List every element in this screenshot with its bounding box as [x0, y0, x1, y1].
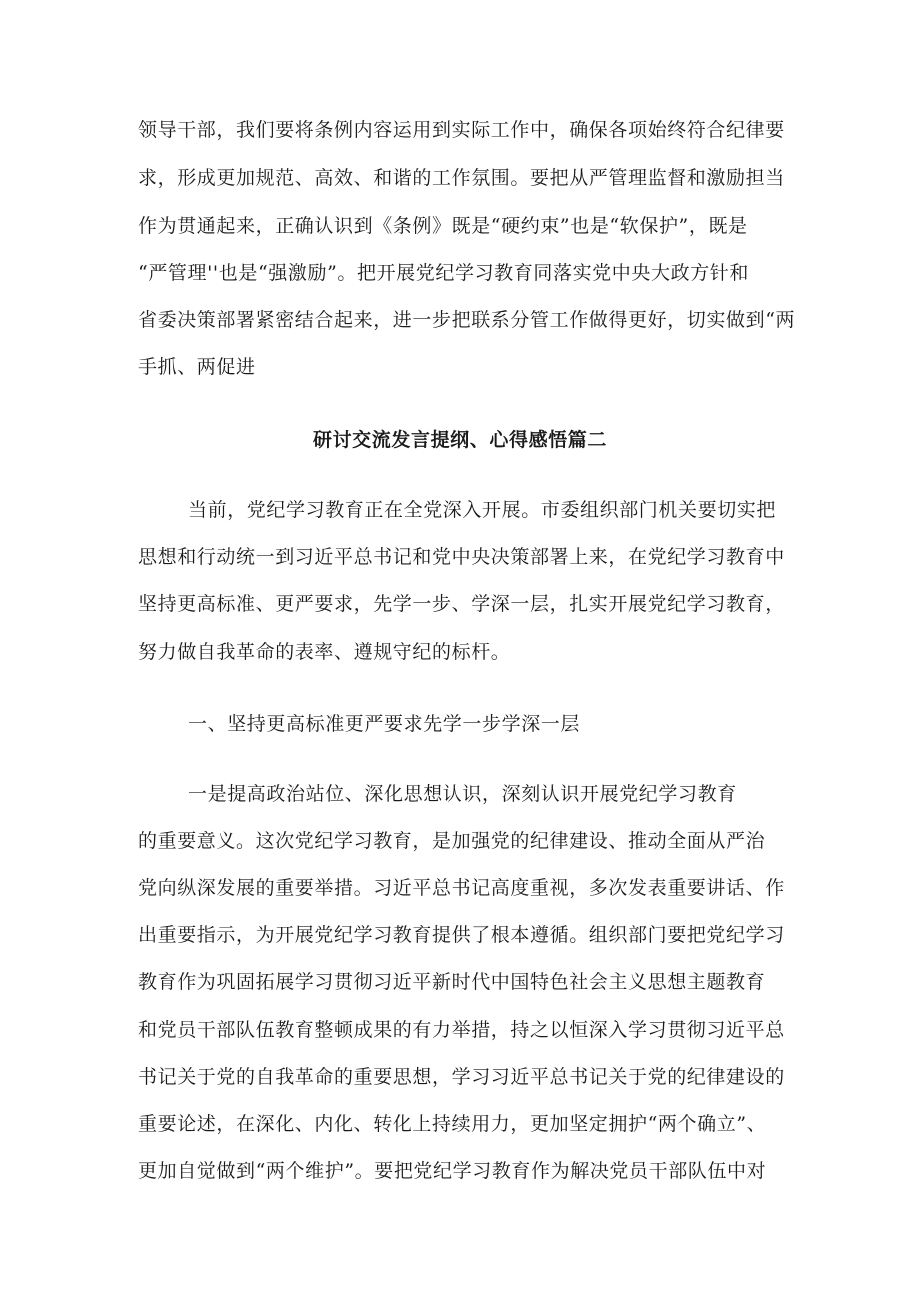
paragraph-1-line-2: 求，形成更加规范、高效、和谐的工作氛围。要把从严管理监督和激励担当 — [138, 167, 785, 189]
paragraph-2-line-4: 努力做自我革命的表率、遵规守纪的标杆。 — [138, 641, 511, 663]
paragraph-2-line-1: 当前，党纪学习教育正在全党深入开展。市委组织部门机关要切实把 — [188, 499, 777, 521]
paragraph-1-line-6: 手抓、两促进 — [138, 356, 256, 378]
paragraph-3-line-2: 的重要意义。这次党纪学习教育，是加强党的纪律建设、推动全面从严治 — [138, 830, 766, 852]
paragraph-3-line-5: 教育作为巩固拓展学习贯彻习近平新时代中国特色社会主义思想主题教育 — [138, 971, 766, 993]
paragraph-3-line-6: 和党员干部队伍教育整顿成果的有力举措，持之以恒深入学习贯彻习近平总 — [138, 1019, 785, 1041]
paragraph-1-line-3: 作为贯通起来，正确认识到《条例》既是“硬约束”也是“软保护”，既是 — [138, 215, 748, 237]
section-1-title: 一、坚持更高标准更严要求先学一步学深一层 — [188, 713, 581, 735]
paragraph-3-line-1: 一是提高政治站位、深化思想认识，深刻认识开展党纪学习教育 — [188, 783, 737, 805]
section-heading: 研讨交流发言提纲、心得感悟篇二 — [312, 429, 607, 451]
paragraph-3-line-8: 重要论述，在深化、内化、转化上持续用力，更加坚定拥护“两个确立”、 — [138, 1113, 767, 1135]
paragraph-1-line-4: “严管理''也是“强激励”。把开展党纪学习教育同落实党中央大政方针和 — [138, 262, 749, 284]
paragraph-3-line-7: 书记关于党的自我革命的重要思想，学习习近平总书记关于党的纪律建设的 — [138, 1066, 785, 1088]
paragraph-2-line-2: 思想和行动统一到习近平总书记和党中央决策部署上来，在党纪学习教育中 — [138, 546, 785, 568]
paragraph-1-line-1: 领导干部，我们要将条例内容运用到实际工作中，确保各项始终符合纪律要 — [138, 119, 785, 141]
paragraph-3-line-3: 党向纵深发展的重要举措。习近平总书记高度重视，多次发表重要讲话、作 — [138, 877, 785, 899]
paragraph-3-line-9: 更加自觉做到“两个维护”。要把党纪学习教育作为解决党员干部队伍中对 — [138, 1160, 767, 1182]
paragraph-3-line-4: 出重要指示，为开展党纪学习教育提供了根本遵循。组织部门要把党纪学习 — [138, 924, 785, 946]
paragraph-2-line-3: 坚持更高标准、更严要求，先学一步、学深一层，扎实开展党纪学习教育， — [138, 593, 785, 615]
paragraph-1-line-5: 省委决策部署紧密结合起来，进一步把联系分管工作做得更好，切实做到“两 — [138, 309, 796, 331]
